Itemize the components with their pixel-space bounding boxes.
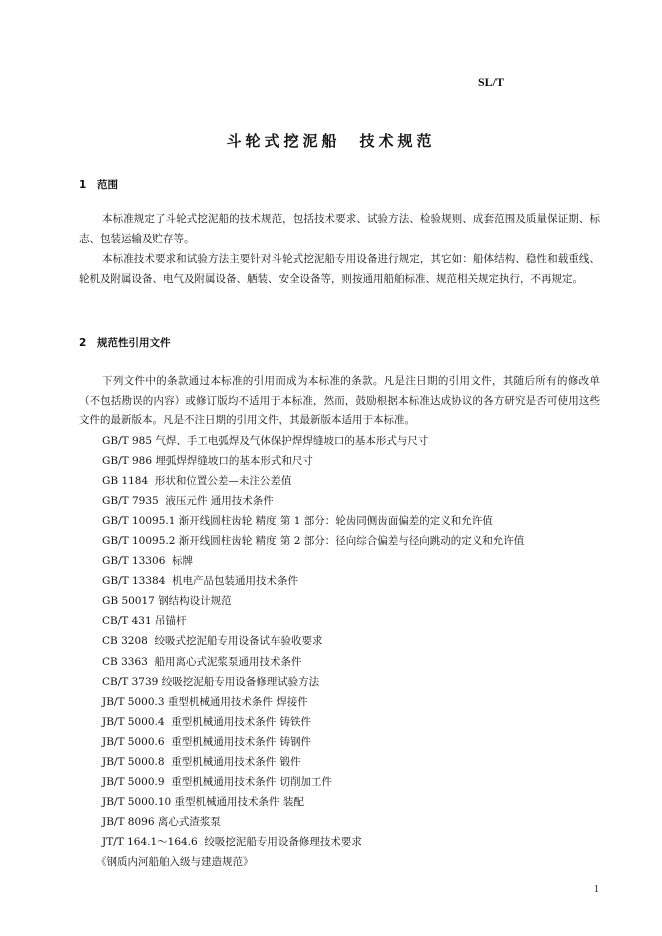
standard-code: SL/T <box>478 75 505 89</box>
section-2-number: 2 <box>79 337 87 349</box>
section-2-intro: 下列文件中的条款通过本标准的引用而成为本标准的条款。凡是注日期的引用文件，其随后所有的修改单（不包括勘误的内容）或修订版均不适用于本标准，然而，鼓励根据本标准达成协议的各方研究是否可使用这些文件的最新版本。凡是不注日期的引用文件，其最新版本适用于本标准。 <box>79 375 600 426</box>
reference-item: GB/T 13306 标牌 <box>102 555 194 568</box>
reference-item: GB/T 10095.2 渐开线圆柱齿轮 精度 第 2 部分：径向综合偏差与径向跳动的定义和允许值 <box>102 535 525 548</box>
reference-item: GB 50017 钢结构设计规范 <box>102 595 232 608</box>
section-1-title: 范围 <box>97 179 118 191</box>
section-1-heading <box>79 177 118 192</box>
reference-item: CB 3363 船用离心式泥浆泵通用技术条件 <box>102 655 302 668</box>
reference-item: JB/T 5000.3 重型机械通用技术条件 焊接件 <box>102 695 308 708</box>
section-1-paragraph-1: 本标准规定了斗轮式挖泥船的技术规范，包括技术要求、试验方法、检验规则、成套范围及质量保证期、标志、包装运输及贮存等。 <box>79 213 600 245</box>
reference-item: JB/T 5000.6 重型机械通用技术条件 铸钢件 <box>102 735 312 748</box>
reference-item: GB/T 986 埋弧焊焊缝坡口的基本形式和尺寸 <box>102 455 313 468</box>
reference-item: GB/T 13384 机电产品包装通用技术条件 <box>102 575 299 588</box>
section-1-number: 1 <box>79 179 87 191</box>
reference-item: JB/T 5000.10 重型机械通用技术条件 装配 <box>102 795 304 808</box>
reference-item: JT/T 164.1～164.6 绞吸挖泥船专用设备修理技术要求 <box>102 835 362 848</box>
reference-item: GB/T 7935 液压元件 通用技术条件 <box>102 495 274 508</box>
reference-item: 《钢质内河船舶入级与建造规范》 <box>96 855 254 868</box>
document-title: 斗轮式挖泥船 技术规范 <box>226 132 436 150</box>
section-2-heading <box>79 335 171 350</box>
reference-item: JB/T 5000.4 重型机械通用技术条件 铸铁件 <box>102 715 312 728</box>
page-number: 1 <box>594 884 599 895</box>
reference-item: JB/T 8096 离心式渣浆泵 <box>102 815 221 828</box>
reference-item: CB/T 431 吊锚杆 <box>102 615 187 628</box>
section-2-title: 规范性引用文件 <box>97 337 171 349</box>
reference-item: JB/T 5000.9 重型机械通用技术条件 切削加工件 <box>102 775 333 788</box>
reference-item: GB/T 985 气焊、手工电弧焊及气体保护焊焊缝坡口的基本形式与尺寸 <box>102 435 429 447</box>
reference-item: CB/T 3739 绞吸挖泥船专用设备修理试验方法 <box>102 675 320 688</box>
reference-list <box>96 431 525 872</box>
section-1-paragraph-2: 本标准技术要求和试验方法主要针对斗轮式挖泥船专用设备进行规定，其它如：船体结构、稳性和载重线、轮机及附属设备、电气及附属设备、舾装、安全设备等，则按通用船舶标准、规范相关规定执行，不再规定。 <box>79 253 600 285</box>
reference-item: GB/T 10095.1 渐开线圆柱齿轮 精度 第 1 部分：轮齿同侧齿面偏差的定义和允许值 <box>102 515 493 528</box>
reference-item: GB 1184 形状和位置公差—未注公差值 <box>102 475 292 488</box>
reference-item: CB 3208 绞吸式挖泥船专用设备试车验收要求 <box>102 635 323 648</box>
reference-item: JB/T 5000.8 重型机械通用技术条件 锻件 <box>102 755 301 768</box>
